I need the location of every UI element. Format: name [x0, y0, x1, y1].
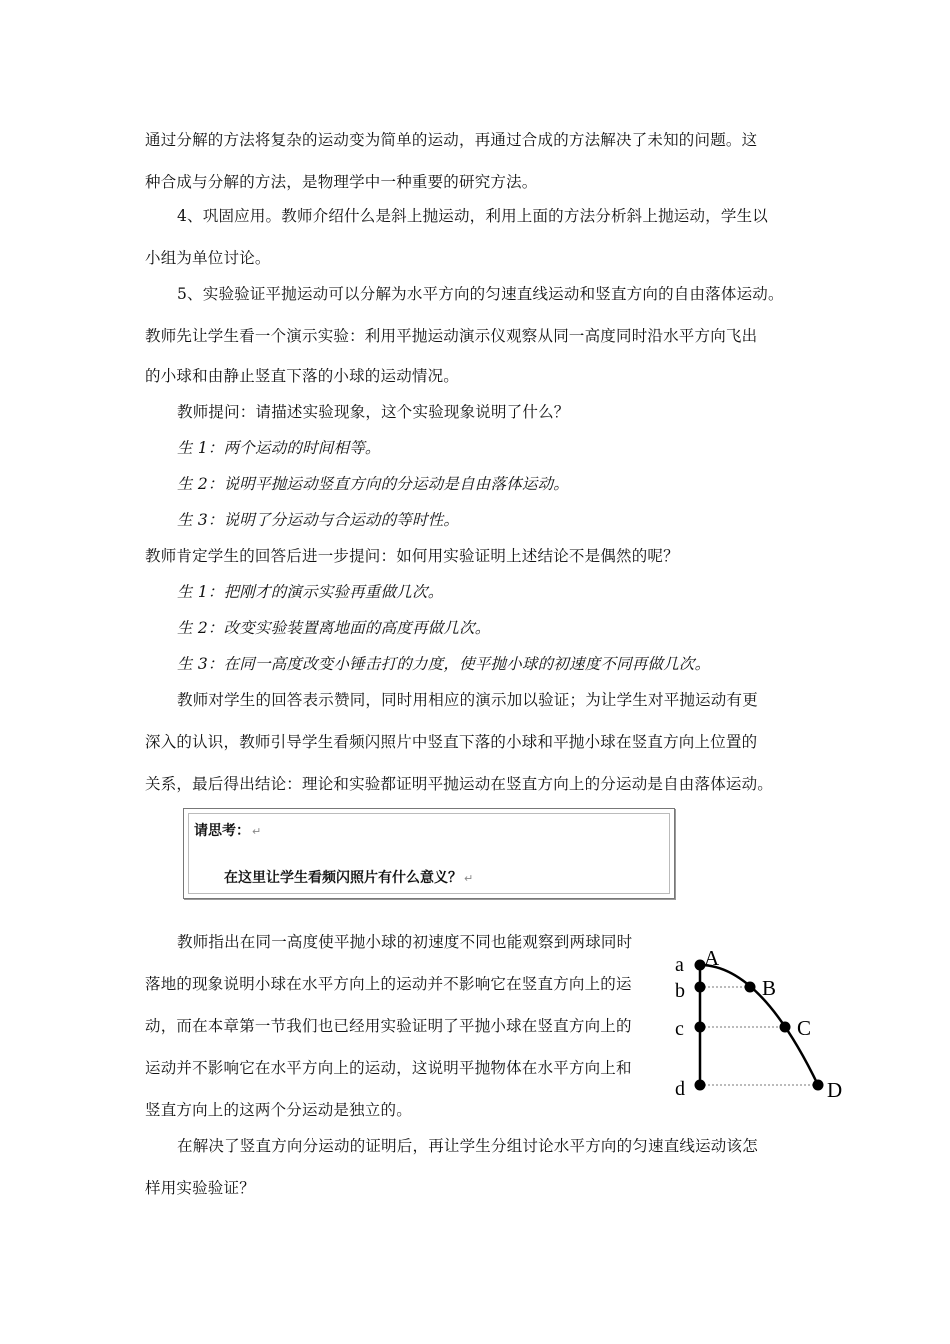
paragraph-line: 种合成与分解的方法，是物理学中一种重要的研究方法。: [145, 173, 538, 191]
label-A: A: [704, 946, 720, 970]
label-B: B: [762, 976, 777, 1000]
paragraph-mark-icon: ↵: [464, 872, 474, 885]
think-box: [183, 808, 675, 899]
paragraph-line: 的小球和由静止竖直下落的小球的运动情况。: [145, 367, 460, 385]
projectile-strobe-diagram: [670, 945, 855, 1105]
paragraph-line: 深入的认识，教师引导学生看频闪照片中竖直下落的小球和平抛小球在竖直方向上位置的: [145, 733, 758, 751]
paragraph-line: 动，而在本章第一节我们也已经用实验证明了平抛小球在竖直方向上的: [145, 1017, 632, 1035]
paragraph-line: 教师肯定学生的回答后进一步提问：如何用实验证明上述结论不是偶然的呢？: [145, 547, 679, 565]
paragraph-line: 在解决了竖直方向分运动的证明后，再让学生分组讨论水平方向的匀速直线运动该怎: [177, 1137, 758, 1155]
paragraph-line: 关系，最后得出结论：理论和实验都证明平抛运动在竖直方向上的分运动是自由落体运动。: [145, 775, 774, 793]
paragraph-line: 小组为单位讨论。: [145, 249, 271, 267]
label-d: d: [675, 1078, 685, 1100]
paragraph-line: 4、巩固应用。教师介绍什么是斜上抛运动，利用上面的方法分析斜上抛运动，学生以: [177, 207, 768, 225]
paragraph-line: 生 1：两个运动的时间相等。: [177, 439, 381, 457]
paragraph-line: 生 1：把刚才的演示实验再重做几次。: [177, 583, 444, 601]
paragraph-line: 通过分解的方法将复杂的运动变为简单的运动，再通过合成的方法解决了未知的问题。这: [145, 131, 758, 149]
paragraph-line: 竖直方向上的这两个分运动是独立的。: [145, 1101, 412, 1119]
paragraph-line: 教师提问：请描述实验现象，这个实验现象说明了什么？: [177, 403, 570, 421]
label-a: a: [675, 954, 684, 976]
paragraph-line: 生 2：改变实验装置离地面的高度再做几次。: [177, 619, 491, 637]
paragraph-line: 生 2：说明平抛运动竖直方向的分运动是自由落体运动。: [177, 475, 569, 493]
paragraph-line: 教师先让学生看一个演示实验：利用平抛运动演示仪观察从同一高度同时沿水平方向飞出: [145, 327, 758, 345]
point-C: [780, 1022, 791, 1033]
point-d: [695, 1080, 706, 1091]
think-box-title: [194, 820, 261, 840]
paragraph-line: 落地的现象说明小球在水平方向上的运动并不影响它在竖直方向上的运: [145, 975, 632, 993]
paragraph-line: 教师对学生的回答表示赞同，同时用相应的演示加以验证；为让学生对平抛运动有更: [177, 691, 758, 709]
think-question-text: 在这里让学生看频闪照片有什么意义？: [224, 870, 462, 886]
label-b: b: [675, 980, 685, 1002]
paragraph-line: 5、实验验证平抛运动可以分解为水平方向的匀速直线运动和竖直方向的自由落体运动。: [177, 285, 784, 303]
think-title-text: 请思考：: [194, 823, 250, 839]
label-c: c: [675, 1018, 684, 1040]
paragraph-line: 运动并不影响它在水平方向上的运动，这说明平抛物体在水平方向上和: [145, 1059, 632, 1077]
label-C: C: [797, 1016, 812, 1040]
think-box-question: [224, 867, 473, 887]
paragraph-line: 教师指出在同一高度使平抛小球的初速度不同也能观察到两球同时: [177, 933, 633, 951]
paragraph-line: 生 3：说明了分运动与合运动的等时性。: [177, 511, 460, 529]
point-B: [745, 982, 756, 993]
point-D: [813, 1080, 824, 1091]
point-c: [695, 1022, 706, 1033]
paragraph-mark-icon: ↵: [252, 825, 262, 838]
paragraph-line: 样用实验验证？: [145, 1179, 255, 1197]
label-D: D: [827, 1078, 843, 1102]
paragraph-line: 生 3：在同一高度改变小锤击打的力度，使平抛小球的初速度不同再做几次。: [177, 655, 711, 673]
point-b: [695, 982, 706, 993]
